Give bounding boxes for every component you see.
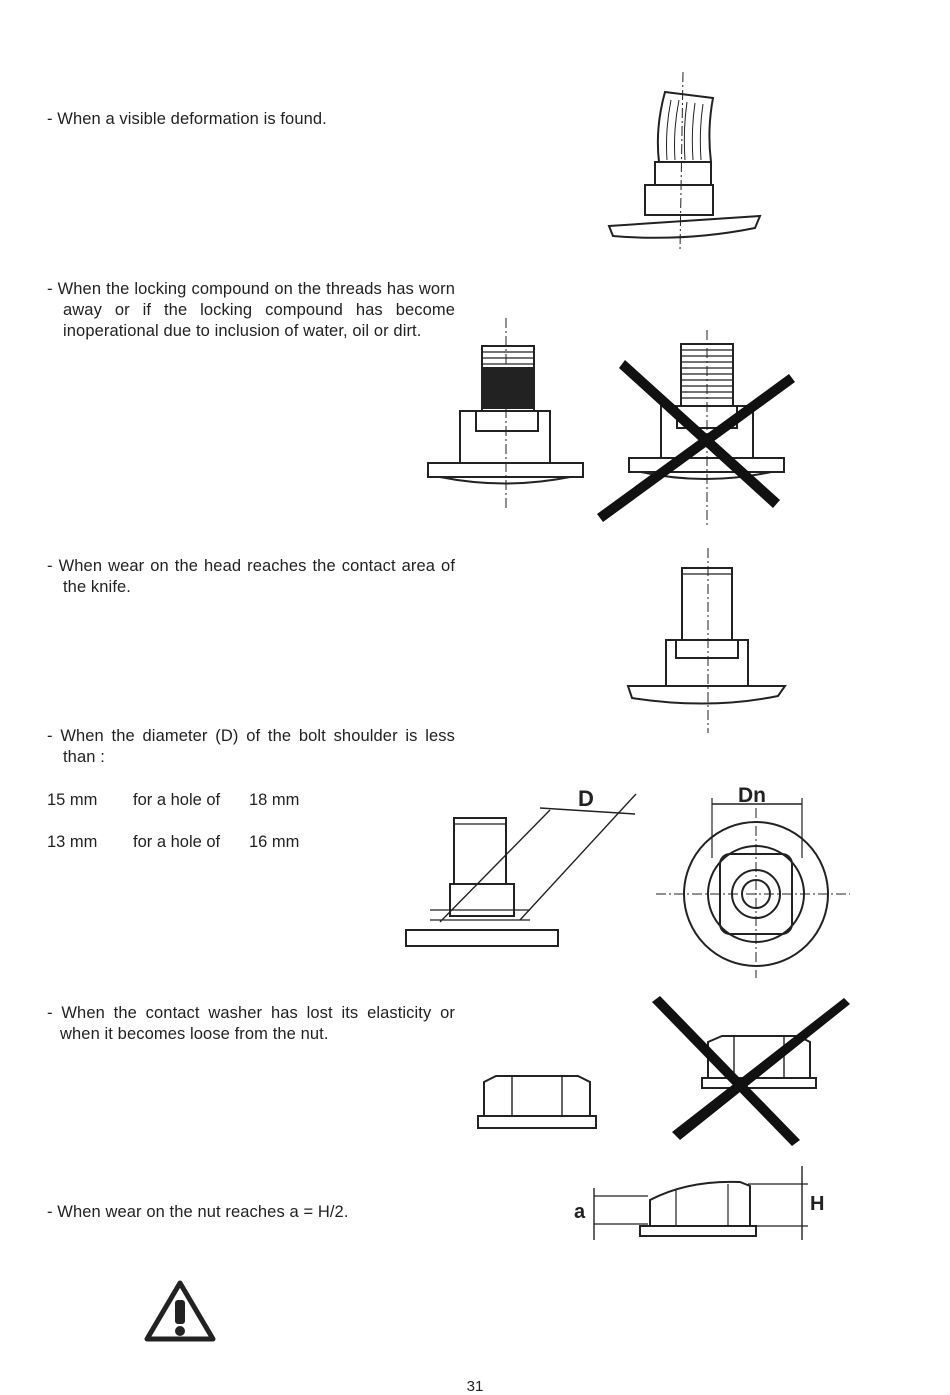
limit-connector: for a hole of — [133, 833, 221, 851]
contact-washer-nut-figure — [470, 1070, 605, 1135]
height-h-label: H — [810, 1193, 825, 1215]
limit-connector: for a hole of — [133, 791, 221, 809]
item-head-wear: - When wear on the head reaches the contact area of the knife. — [47, 557, 455, 596]
nut-wear-figure — [568, 1160, 838, 1245]
item-nut-wear: - When wear on the nut reaches a = H/2. — [47, 1203, 349, 1221]
limit-diameter: 13 mm — [47, 833, 98, 851]
contact-washer-nut-rejected-figure — [650, 990, 860, 1145]
wear-a-label: a — [574, 1201, 586, 1223]
limit-hole: 18 mm — [249, 791, 300, 809]
shoulder-diameter-side-figure — [400, 780, 645, 955]
warning-triangle-icon — [144, 1280, 216, 1342]
diameter-label: D — [578, 786, 594, 811]
cross-mark-icon — [652, 996, 850, 1146]
page-number: 31 — [466, 1378, 484, 1395]
nominal-diameter-label: Dn — [738, 784, 766, 807]
limit-diameter: 15 mm — [47, 791, 98, 809]
limit-hole: 16 mm — [249, 833, 300, 851]
locking-compound-bolt-rejected-figure — [595, 330, 800, 530]
item-shoulder-diameter: - When the diameter (D) of the bolt shoulder is less than : — [47, 727, 455, 766]
item-locking-compound: - When the locking compound on the threads has worn away or if the locking compound has become inoperational due to inclusion of water, oil or dirt. — [47, 280, 455, 340]
cross-mark-icon — [597, 360, 795, 522]
item-contact-washer: - When the contact washer has lost its elasticity or when it becomes loose from the nut. — [47, 1004, 455, 1043]
item-deformation: - When a visible deformation is found. — [47, 110, 327, 128]
shoulder-diameter-top-figure — [650, 778, 855, 983]
head-wear-bolt-figure — [620, 548, 795, 733]
deformed-bolt-figure — [595, 70, 770, 255]
locking-compound-bolt-figure — [420, 318, 600, 513]
